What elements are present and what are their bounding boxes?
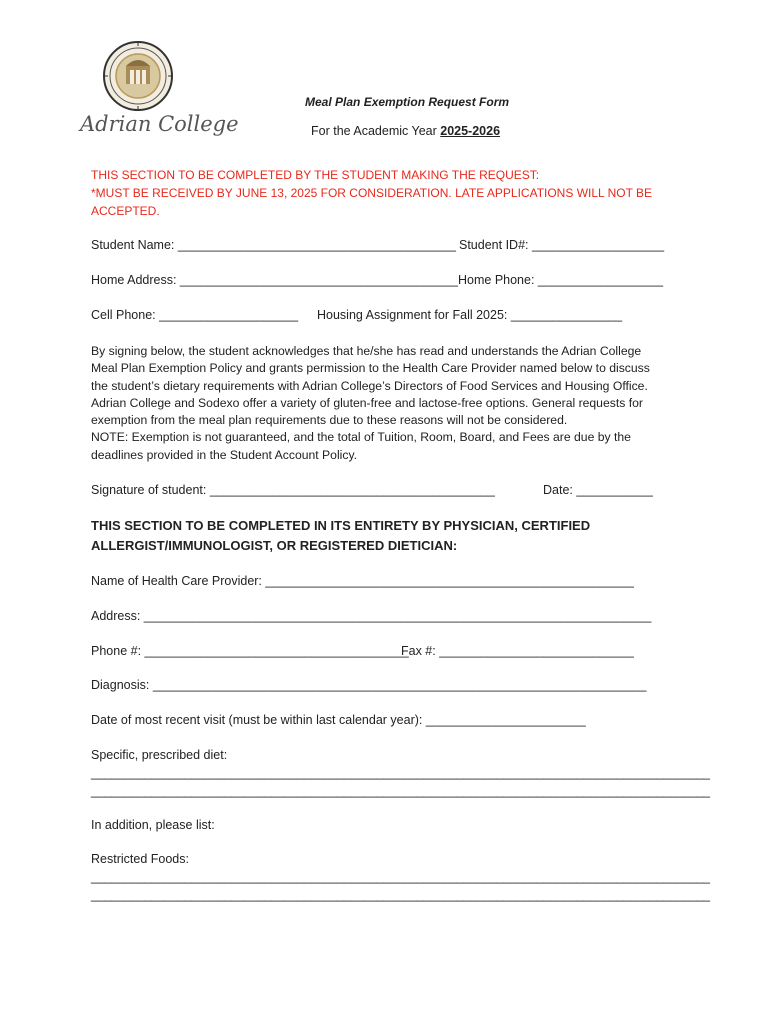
cell-phone-field[interactable]: Cell Phone: ____________________	[91, 308, 299, 322]
provider-section-heading-line1: THIS SECTION TO BE COMPLETED IN ITS ENTIRETY BY PHYSICIAN, CERTIFIED	[91, 518, 591, 533]
addition-label: In addition, please list:	[91, 818, 215, 832]
housing-assignment-field[interactable]: Housing Assignment for Fall 2025: ________________	[317, 308, 623, 322]
provider-section-heading-line2: ALLERGIST/IMMUNOLOGIST, OR REGISTERED DIETICIAN:	[91, 538, 458, 553]
provider-phone-field[interactable]: Phone #: ______________________________________	[91, 644, 409, 658]
ack-line: By signing below, the student acknowledges that he/she has read and understands the Adrian College	[91, 344, 642, 358]
ack-line: NOTE: Exemption is not guaranteed, and the total of Tuition, Room, Board, and Fees are due by the	[91, 430, 631, 445]
deadline-notice-line2: ACCEPTED.	[91, 204, 160, 218]
diet-line-2[interactable]: _____________________________________________________________________________________________	[91, 784, 710, 798]
form-title: Meal Plan Exemption Request Form	[305, 95, 510, 109]
restricted-foods-label: Restricted Foods:	[91, 852, 189, 866]
provider-address-field[interactable]: Address: _________________________________________________________________________	[91, 609, 652, 623]
college-logo	[80, 40, 239, 150]
year-prefix: For the Academic Year	[311, 124, 441, 138]
student-signature-field[interactable]: Signature of student: _________________________________________	[91, 483, 495, 497]
diet-line-1[interactable]: _____________________________________________________________________________________________	[91, 766, 710, 780]
restricted-line-1[interactable]: _____________________________________________________________________________________________	[91, 870, 710, 884]
logo-wordmark: Adrian College	[80, 112, 239, 136]
home-phone-field[interactable]: Home Phone: __________________	[458, 273, 664, 287]
diagnosis-field[interactable]: Diagnosis: _______________________________________________________________________	[91, 678, 647, 692]
student-section-heading: THIS SECTION TO BE COMPLETED BY THE STUDENT MAKING THE REQUEST:	[91, 168, 540, 182]
academic-year-line	[311, 124, 500, 138]
academic-year: 2025-2026	[440, 124, 501, 138]
provider-fax-field[interactable]: Fax #: ____________________________	[401, 644, 634, 658]
ack-line: deadlines provided in the Student Account Policy.	[91, 447, 358, 462]
deadline-notice-line1: *MUST BE RECEIVED BY JUNE 13, 2025 FOR CONSIDERATION. LATE APPLICATIONS WILL NOT BE	[91, 186, 653, 200]
diet-label: Specific, prescribed diet:	[91, 748, 228, 762]
student-name-field[interactable]: Student Name: ________________________________________	[91, 238, 456, 252]
acknowledgement-paragraph	[91, 343, 683, 464]
ack-line: the student’s dietary requirements with Adrian College’s Directors of Food Services and Housing Office.	[91, 378, 648, 393]
ack-line: Meal Plan Exemption Policy and grants permission to the Health Care Provider named below to discuss	[91, 361, 650, 376]
ack-line: Adrian College and Sodexo offer a variety of gluten-free and lactose-free options. General requests for	[91, 395, 643, 410]
home-address-field[interactable]: Home Address: ________________________________________	[91, 273, 459, 287]
restricted-line-2[interactable]: _____________________________________________________________________________________________	[91, 888, 710, 902]
recent-visit-field[interactable]: Date of most recent visit (must be within last calendar year): _______________________	[91, 713, 586, 727]
provider-name-field[interactable]: Name of Health Care Provider: _____________________________________________________	[91, 574, 634, 588]
student-date-field[interactable]: Date: ___________	[543, 483, 653, 497]
ack-line: exemption from the meal plan requirements due to these reasons will not be considered.	[91, 413, 568, 428]
student-id-field[interactable]: Student ID#: ___________________	[459, 238, 665, 252]
